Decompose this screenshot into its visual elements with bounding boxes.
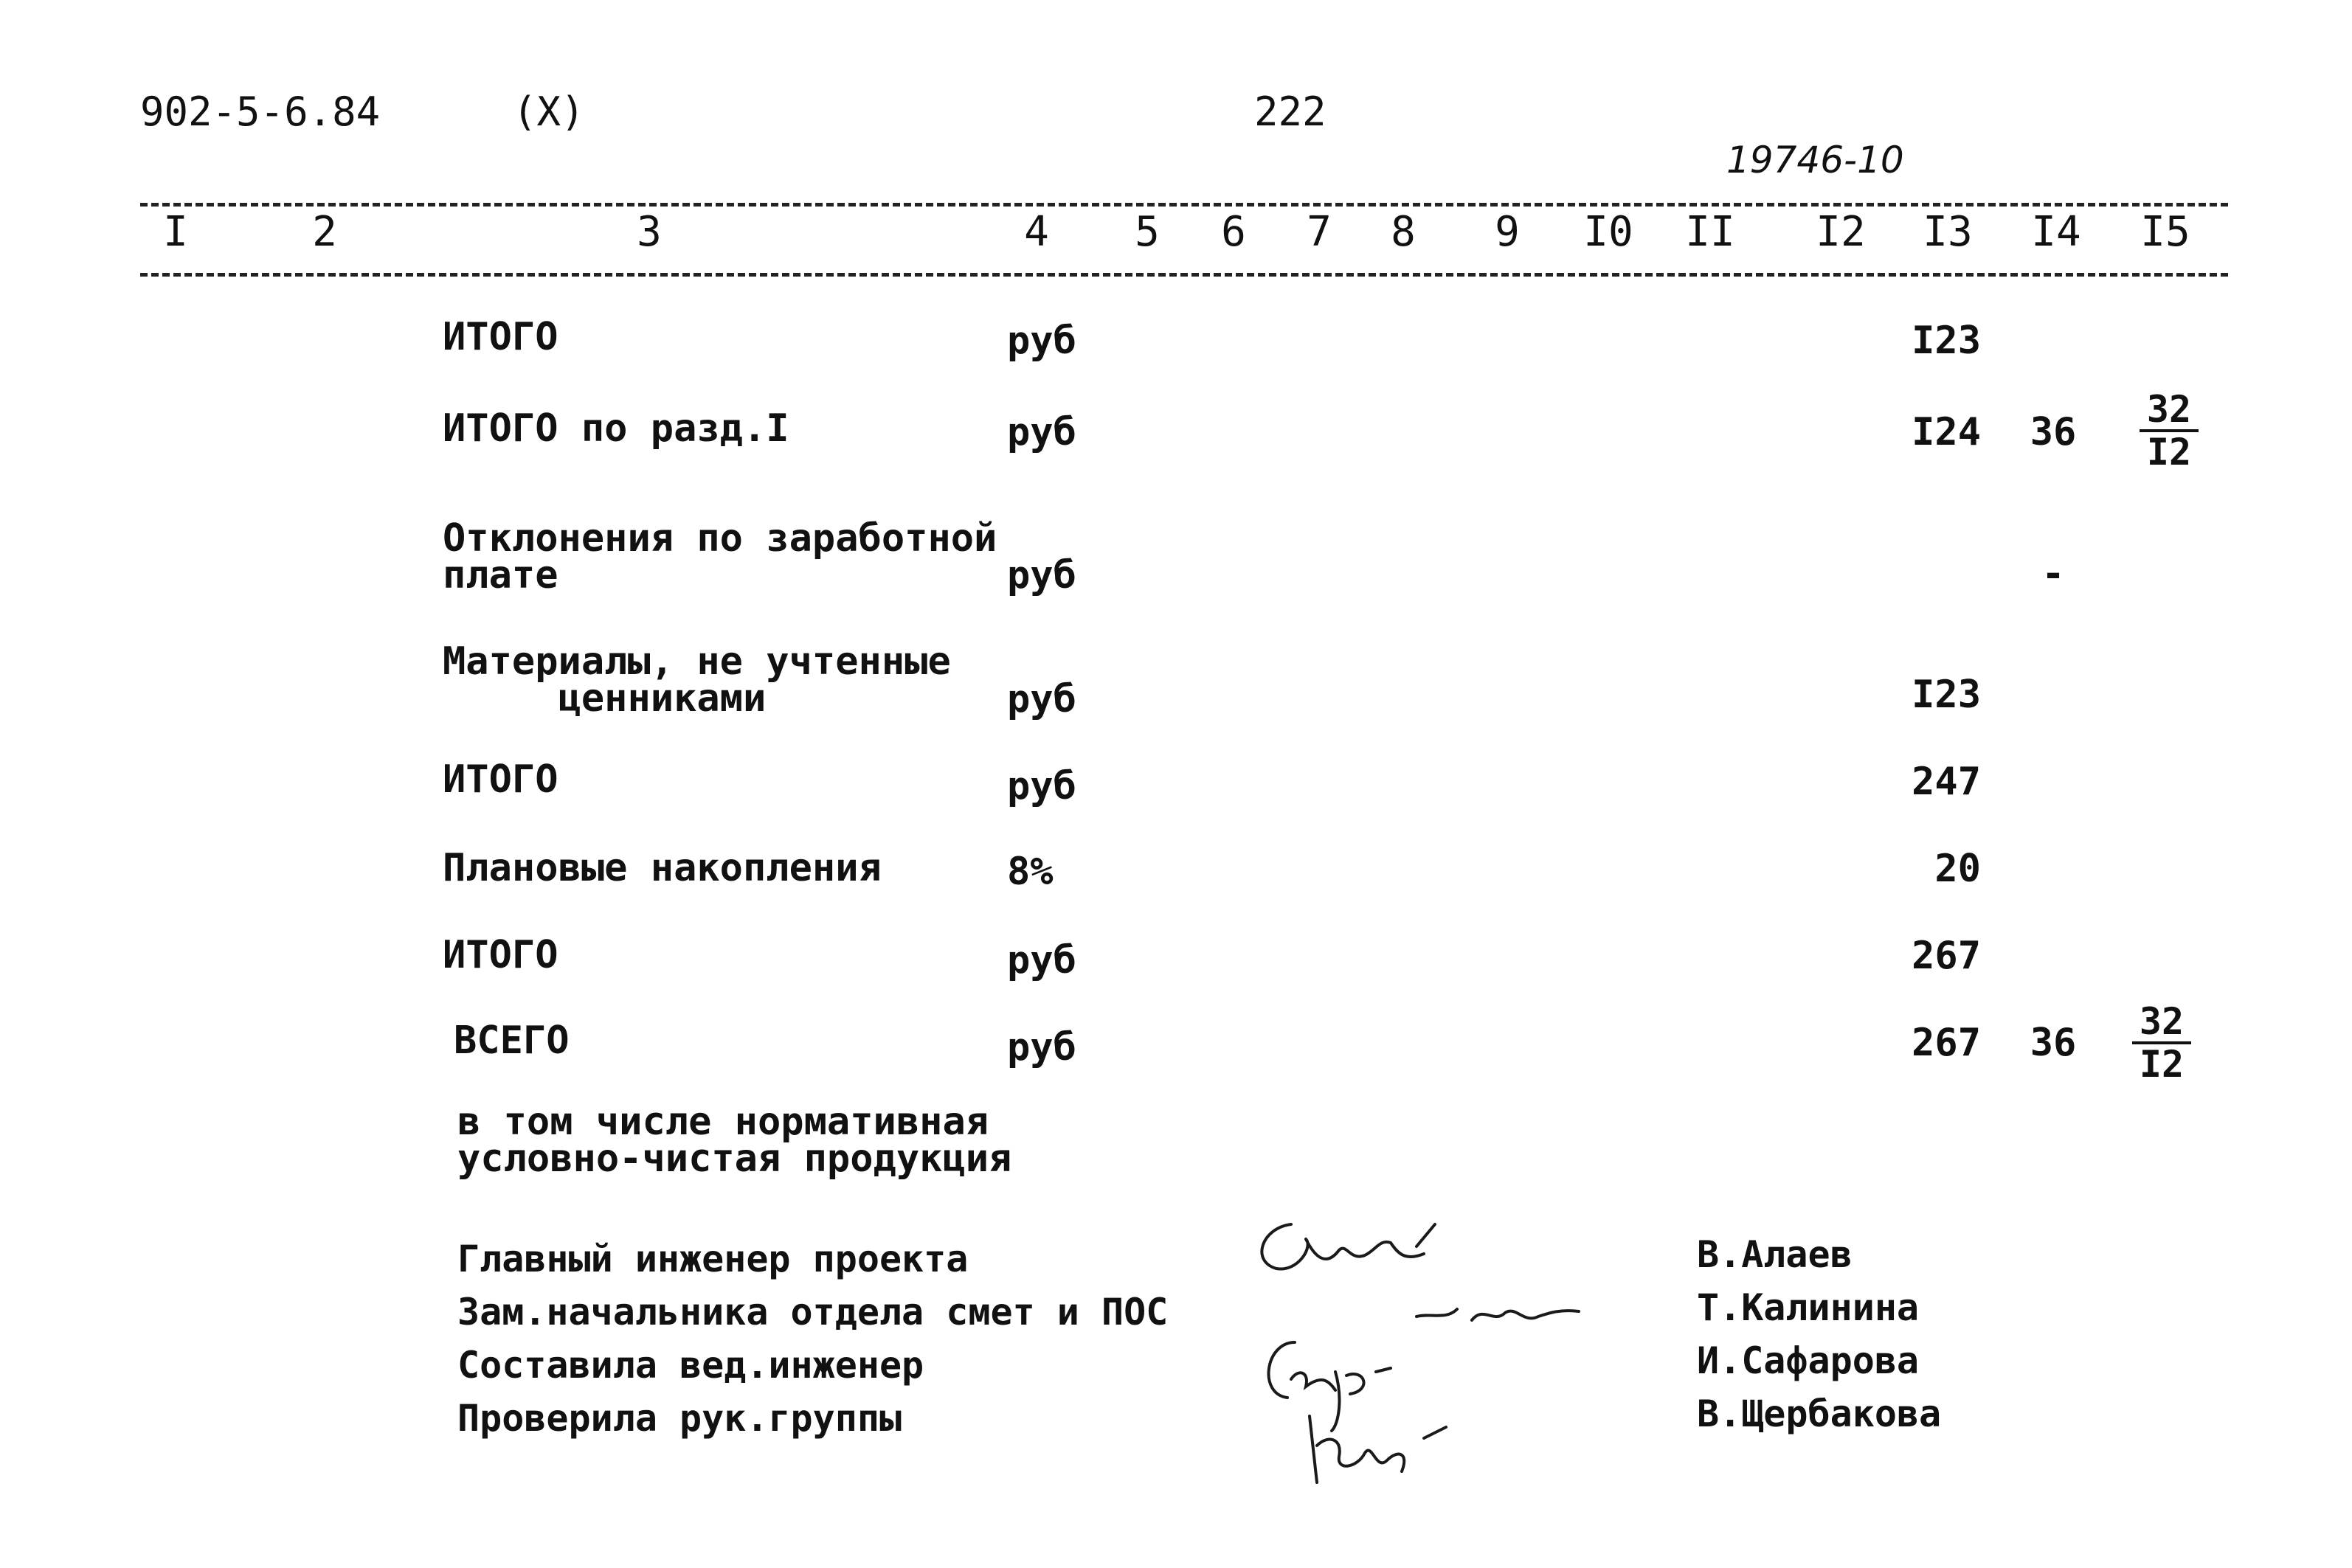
column-number: 7 — [1307, 208, 1332, 256]
column-number: I0 — [1583, 208, 1633, 256]
row-unit: руб — [1007, 1025, 1076, 1069]
volume-label: (X) — [513, 89, 585, 135]
column-number: 4 — [1024, 208, 1049, 256]
row-description: Плановые накопления — [443, 846, 882, 890]
column-number: I — [163, 208, 188, 256]
row-col14-value: - — [2041, 552, 2065, 596]
row-total-value: I23 — [1912, 319, 1981, 363]
row-total-value: 267 — [1912, 934, 1981, 978]
row-unit: 8% — [1007, 850, 1054, 894]
page-number: 222 — [1254, 89, 1327, 135]
header-rule-top — [140, 203, 2228, 207]
column-number: 5 — [1135, 208, 1160, 256]
row-description: в том числе нормативная условно-чистая продукция — [457, 1100, 1012, 1181]
fraction-numerator: 32 — [2132, 1003, 2191, 1044]
signature-mark — [1298, 1401, 1461, 1497]
row-total-value: I23 — [1912, 673, 1981, 717]
column-number: I4 — [2031, 208, 2081, 256]
header-rule-bottom — [140, 273, 2228, 277]
row-col14-value: 36 — [2030, 410, 2077, 454]
signatory-role: Зам.начальника отдела смет и ПОС — [457, 1291, 1169, 1333]
row-unit: руб — [1007, 319, 1076, 363]
column-number: I2 — [1816, 208, 1866, 256]
row-description: Отклонения по заработной плате — [443, 516, 997, 597]
column-number: 6 — [1221, 208, 1246, 256]
signature-mark — [1402, 1283, 1608, 1342]
row-total-value: I24 — [1912, 410, 1981, 454]
column-number: I3 — [1923, 208, 1973, 256]
row-description: ВСЕГО — [454, 1019, 570, 1063]
fraction-denominator: I2 — [2146, 431, 2192, 473]
fraction-denominator: I2 — [2139, 1043, 2185, 1086]
row-total-value: 267 — [1912, 1021, 1981, 1065]
document-code: 902-5-6.84 — [140, 89, 381, 135]
signatory-name: И.Сафарова — [1697, 1339, 1920, 1382]
signatory-name: В.Алаев — [1697, 1233, 1853, 1276]
column-number: 8 — [1391, 208, 1416, 256]
signatory-role: Составила вед.инженер — [457, 1344, 924, 1387]
row-col14-value: 36 — [2030, 1021, 2077, 1065]
row-description: Материалы, не учтенные ценниками — [443, 639, 951, 721]
row-description: ИТОГО — [443, 757, 558, 802]
fraction-numerator: 32 — [2140, 391, 2199, 432]
row-unit: руб — [1007, 764, 1076, 808]
row-description: ИТОГО по разд.I — [443, 406, 789, 451]
row-col15-fraction — [2132, 1000, 2191, 1086]
row-total-value: 20 — [1934, 847, 1981, 891]
row-description: ИТОГО — [443, 933, 558, 977]
row-unit: руб — [1007, 410, 1076, 454]
column-number: I5 — [2140, 208, 2190, 256]
row-unit: руб — [1007, 553, 1076, 597]
signatory-name: Т.Калинина — [1697, 1286, 1920, 1329]
signatory-role: Проверила рук.группы — [457, 1397, 902, 1440]
column-number: 3 — [637, 208, 662, 256]
row-col15-fraction — [2140, 388, 2199, 473]
signatory-name: В.Щербакова — [1697, 1392, 1942, 1435]
row-description: ИТОГО — [443, 315, 558, 359]
signatory-role: Главный инженер проекта — [457, 1238, 969, 1280]
signature-mark — [1247, 1210, 1453, 1291]
row-total-value: 247 — [1912, 760, 1981, 804]
column-number: 2 — [312, 208, 337, 256]
column-number: II — [1685, 208, 1735, 256]
row-unit: руб — [1007, 938, 1076, 982]
archive-stamp-number: 19746-10 — [1726, 139, 1904, 181]
column-number: 9 — [1495, 208, 1520, 256]
row-unit: руб — [1007, 677, 1076, 721]
